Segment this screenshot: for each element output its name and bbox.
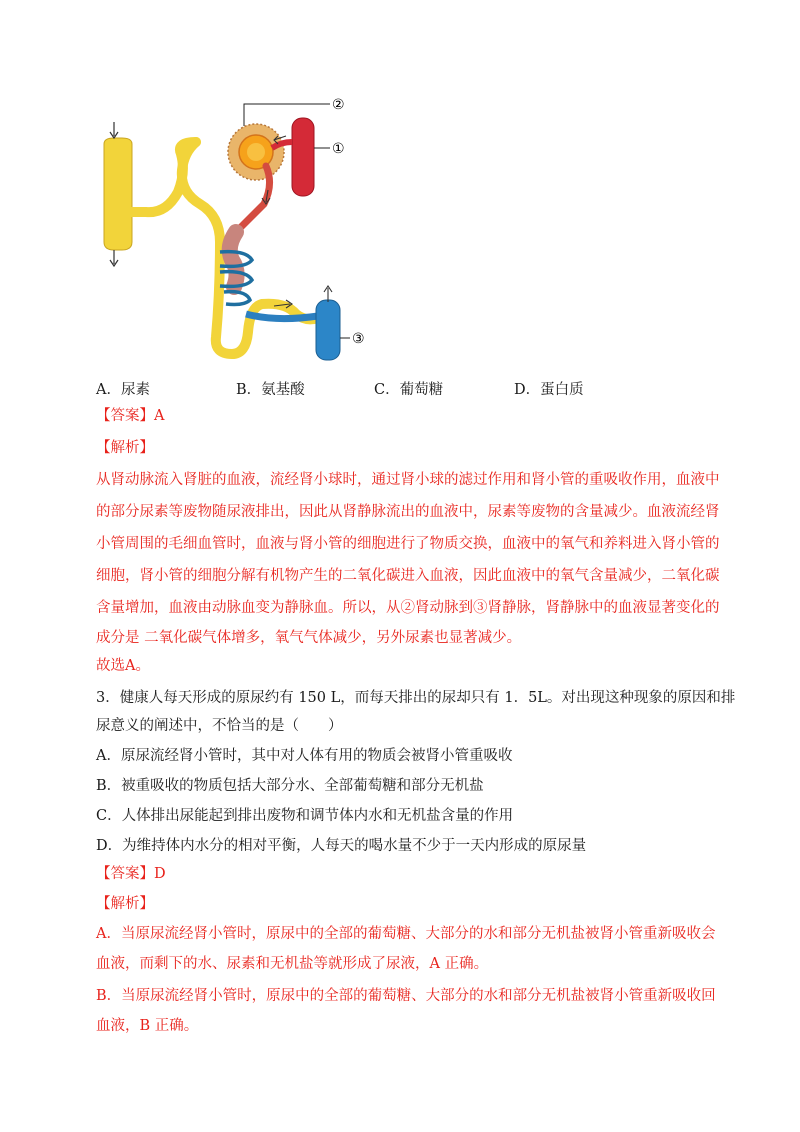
q3-option-d: D．为维持体内水分的相对平衡，人每天的喝水量不少于一天内形成的原尿量 [96, 838, 587, 854]
collecting-duct [104, 138, 132, 250]
q2-analysis-line: 成分是 二氧化碳气体增多，氧气气体减少，另外尿素也显著减少。 [96, 630, 522, 646]
q2-answer: 【答案】A [96, 408, 165, 424]
q3-analysis-line: B．当原尿流经肾小管时，原尿中的全部的葡萄糖、大部分的水和部分无机盐被肾小管重新吸收回 [96, 988, 716, 1004]
q3-analysis-line: A．当原尿流经肾小管时，原尿中的全部的葡萄糖、大部分的水和部分无机盐被肾小管重新吸收会 [96, 926, 716, 942]
q2-analysis-line: 小管周围的毛细血管时，血液与肾小管的细胞进行了物质交换，血液中的氧气和养料进入肾小管的 [96, 536, 720, 552]
q3-analysis-tag: 【解析】 [96, 896, 154, 912]
label-leader-2 [244, 104, 330, 126]
q3-option-c: C．人体排出尿能起到排出废物和调节体内水和无机盐含量的作用 [96, 808, 514, 824]
nephron-diagram [96, 92, 386, 372]
q3-analysis-line: 血液，而剩下的水、尿素和无机盐等就形成了尿液，A 正确。 [96, 956, 489, 972]
q2-option-b: B．氨基酸 [236, 382, 305, 398]
q3-option-b: B．被重吸收的物质包括大部分水、全部葡萄糖和部分无机盐 [96, 778, 484, 794]
label-1: ① [332, 141, 345, 157]
q2-analysis-line: 从肾动脉流入肾脏的血液，流经肾小球时，通过肾小球的滤过作用和肾小管的重吸收作用，血液中 [96, 472, 720, 488]
q2-option-d: D．蛋白质 [514, 382, 584, 398]
q2-option-a: A．尿素 [96, 382, 150, 398]
label-2: ② [332, 97, 345, 113]
q3-answer: 【答案】D [96, 866, 166, 882]
q2-analysis-line: 含量增加，血液由动脉血变为静脉血。所以，从②肾动脉到③肾静脉，肾静脉中的血液显著变化的 [96, 600, 720, 616]
q2-analysis-line: 细胞，肾小管的细胞分解有机物产生的二氧化碳进入血液，因此血液中的氧气含量减少，二氧化碳 [96, 568, 720, 584]
renal-artery [292, 118, 314, 196]
q3-stem-line: 尿意义的阐述中，不恰当的是（ ） [96, 718, 343, 734]
arrow-down-icon [110, 122, 118, 138]
label-3: ③ [352, 331, 365, 347]
q3-analysis-line: 血液，B 正确。 [96, 1018, 199, 1034]
q2-analysis-line: 的部分尿素等废物随尿液排出，因此从肾静脉流出的血液中，尿素等废物的含量减少。血液流经肾 [96, 504, 720, 520]
arrow-down-icon [110, 250, 118, 266]
q2-option-c: C．葡萄糖 [374, 382, 444, 398]
renal-vein [316, 300, 340, 360]
q2-analysis-tag: 【解析】 [96, 440, 154, 456]
q3-stem-line: 3．健康人每天形成的原尿约有 150 L，而每天排出的尿却只有 1．5L。对出现这种现象的原因和排 [96, 690, 736, 706]
capillary-network [230, 232, 237, 287]
q2-conclusion: 故选A。 [96, 658, 150, 674]
q3-option-a: A．原尿流经肾小管时，其中对人体有用的物质会被肾小管重吸收 [96, 748, 513, 764]
